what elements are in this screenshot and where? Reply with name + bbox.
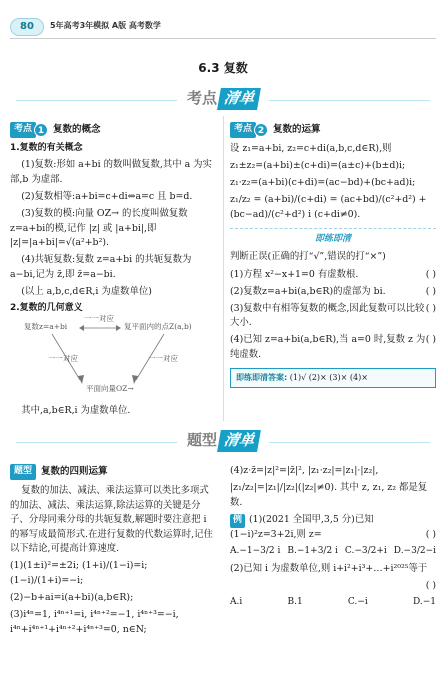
kaodian-tag: 考点 <box>230 122 256 137</box>
answer-box <box>230 368 436 388</box>
fact-line: (2)−b+ai=i(a+bi)(a,b∈R); <box>10 592 134 604</box>
kaodian-2-heading <box>230 122 436 138</box>
option[interactable]: B.−1+3/2 i <box>287 545 338 556</box>
banner-label <box>177 88 269 112</box>
diagram-label-correspond: 一一对应 <box>148 354 178 364</box>
fact-line: |z₁/z₂|=|z₁|/|z₂|(|z₂|≠0). 其中 z, z₁, z₂ 都是复数. <box>230 482 428 508</box>
subheading: 1.复数的有关概念 <box>10 143 83 153</box>
fact-line: (1)(1±i)²=±2i; (1+i)/(1−i)=i; (1−i)/(1+i)=−i; <box>10 560 148 586</box>
diagram-node-complex: 复数z=a+bi <box>24 322 68 332</box>
practice-question: (2)复数z=a+bi(a,b∈R)的虚部为 bi. <box>230 285 386 297</box>
practice-intro: 判断正误(正确的打“√”,错误的打“×”) <box>230 251 386 263</box>
kaodian-title: 复数的运算 <box>273 124 321 136</box>
concept-line: (3)复数的模:向量 OZ→ 的长度叫做复数 z=a+bi的模,记作 |z| 或 |a+bi|,即 |z|=|a+bi|=√(a²+b²). <box>10 208 188 249</box>
tixing-title: 复数的四则运算 <box>41 466 108 478</box>
diagram-node-point: 复平面内的点Z(a,b) <box>124 322 192 332</box>
practice-item <box>230 302 436 331</box>
option[interactable]: D.−1 <box>412 596 436 607</box>
answer-label: 即练即清答案: <box>236 373 288 383</box>
kaodian-title: 复数的概念 <box>53 124 101 136</box>
formula-line: z₁±z₂=(a+bi)±(c+di)=(a±c)+(b±d)i; <box>230 160 406 172</box>
answer-paren: ( ) <box>425 334 436 346</box>
banner-label <box>177 430 269 454</box>
concept-line: (2)复数相等:a+bi=c+di⇔a=c 且 b=d. <box>21 191 193 203</box>
banner-part-b: 清单 <box>217 430 261 452</box>
concept-line: (1)复数:形如 a+bi 的数叫做复数,其中 a 为实部,b 为虚部. <box>10 159 212 186</box>
banner-part-b: 清单 <box>217 88 261 110</box>
page-number: 80 <box>10 18 44 36</box>
footnote: 其中,a,b∈R,i 为虚数单位. <box>21 405 131 417</box>
option[interactable]: A.i <box>230 596 243 607</box>
options-row <box>230 596 436 609</box>
example-2 <box>230 562 436 577</box>
kaodian-1-heading <box>10 122 216 138</box>
diagram-label-correspond: 一一对应 <box>84 314 114 324</box>
book-title: 5年高考3年模拟 A版 高考数学 <box>50 21 161 30</box>
example-question: (2)已知 i 为虚数单位,则 i+i²+i³+…+i²⁰²⁵等于 <box>230 562 428 574</box>
column-divider <box>223 116 224 421</box>
kaodian-number: 1 <box>34 123 48 137</box>
example-question: (1)(2021 全国甲,3,5 分)已知(1−i)²z=3+2i,则 z= <box>230 513 374 540</box>
practice-item <box>230 285 436 300</box>
example-badge: 例 <box>230 514 245 528</box>
fact-line: (3)i⁴ⁿ=1, i⁴ⁿ⁺¹=i, i⁴ⁿ⁺²=−1, i⁴ⁿ⁺³=−i, i⁴ⁿ+i⁴ⁿ⁺¹+i⁴ⁿ⁺²+i⁴ⁿ⁺³=0, n∈N; <box>10 609 179 635</box>
concept-line: (以上 a,b,c,d∈R,i 为虚数单位) <box>21 286 152 298</box>
diagram-node-vector: 平面向量OZ→ <box>86 384 134 394</box>
example-column <box>230 464 436 613</box>
method-paragraph: 复数的加法、减法、乘法运算可以类比多项式的加法、减法、乘法运算,除法运算的关键是分子、分母同乘分母的共轭复数,解题时要注意把 i 的幂写成最简形式.在进行复数的代数运算时,记住以下结论,可提高计算速度. <box>10 485 213 555</box>
tixing-heading <box>10 464 216 480</box>
answer-paren: ( ) <box>425 302 436 314</box>
option[interactable]: B.1 <box>287 596 303 607</box>
page-header <box>10 18 436 38</box>
banner-part-a: 考点 <box>186 89 217 107</box>
option[interactable]: D.−3/2−i <box>393 545 436 556</box>
formula-line: z₁·z₂=(a+bi)(c+di)=(ac−bd)+(bc+ad)i; <box>230 177 416 189</box>
practice-item <box>230 268 436 283</box>
geometric-meaning-diagram <box>24 314 204 400</box>
options-row <box>230 545 436 558</box>
diagram-label-correspond: 一一对应 <box>48 354 78 364</box>
option[interactable]: A.−1−3/2 i <box>230 545 281 556</box>
kaodian-banner <box>0 90 446 110</box>
concept-line: (4)共轭复数:复数 z=a+bi 的共轭复数为 a−bi,记为 z̄,即 z̄=a−bi. <box>10 254 192 280</box>
practice-item <box>230 333 436 362</box>
formula-line: z₁/z₂ = (a+bi)/(c+di) = (ac+bd)/(c²+d²) + (bc−ad)/(c²+d²) i (c+di≠0). <box>230 194 427 220</box>
answer-paren: ( ) <box>425 285 436 297</box>
fact-line: (4)z·z̄=|z|²=|z̄|², |z₁·z₂|=|z₁|·|z₂|, <box>230 465 379 476</box>
subheading: 2.复数的几何意义 <box>10 303 83 314</box>
option[interactable]: C.−3/2+i <box>344 545 387 556</box>
tixing-tag: 题型 <box>10 464 36 479</box>
practice-question: (3)复数中有相等复数的概念,因此复数可以比较大小. <box>230 302 425 329</box>
kaodian-1-column <box>10 122 216 421</box>
formula-line: 设 z₁=a+bi, z₂=c+di(a,b,c,d∈R),则 <box>230 143 392 154</box>
tixing-banner <box>0 432 446 452</box>
section-title: 6.3 复数 <box>198 61 248 75</box>
kaodian-tag: 考点 <box>10 122 36 137</box>
answer-paren: ( ) <box>425 268 436 280</box>
example-1 <box>230 513 436 543</box>
practice-question: (1)方程 x²−x+1=0 有虚数根. <box>230 268 359 280</box>
header-divider <box>10 38 436 39</box>
answer-text: (1)√ (2)× (3)× (4)× <box>289 373 368 383</box>
tixing-column <box>10 464 216 640</box>
banner-part-a: 题型 <box>186 431 217 449</box>
kaodian-2-column <box>230 122 436 388</box>
answer-paren: ( ) <box>425 579 436 591</box>
kaodian-number: 2 <box>254 123 268 137</box>
option[interactable]: C.−i <box>347 596 368 607</box>
answer-paren: ( ) <box>425 528 436 540</box>
practice-subbanner: 即练即清 <box>230 228 436 246</box>
practice-question: (4)已知 z=a+bi(a,b∈R),当 a=0 时,复数 z 为纯虚数. <box>230 334 426 360</box>
